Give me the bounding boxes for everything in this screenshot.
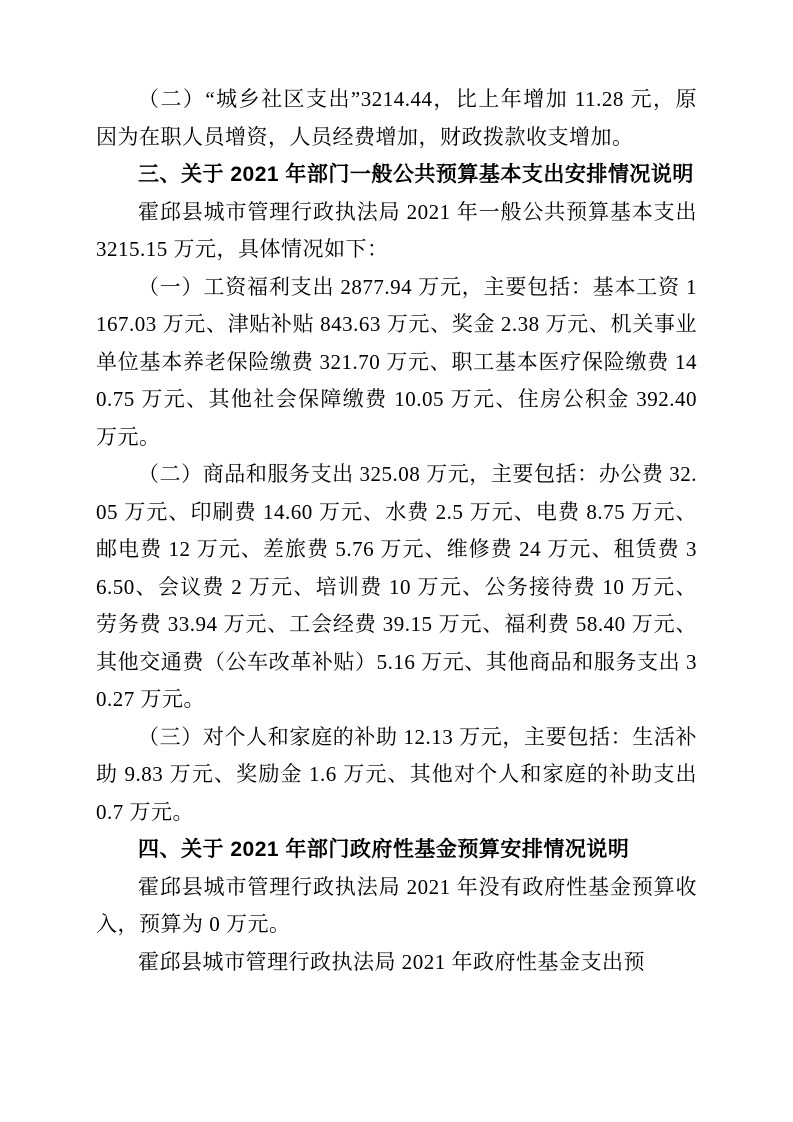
paragraph-government-fund-expenditure-cutoff: 霍邱县城市管理行政执法局 2021 年政府性基金支出预 [138,949,645,974]
heading-section-four-government-fund-budget: 四、关于 2021 年部门政府性基金预算安排情况说明 [138,838,630,861]
paragraph-government-fund-revenue: 霍邱县城市管理行政执法局 2021 年没有政府性基金预算收入，预算为 0 万元。 [96,874,697,936]
paragraph-goods-services-expenditure: （二）商品和服务支出 325.08 万元，主要包括：办公费 32.05 万元、印刷费 14.60 万元、水费 2.5 万元、电费 8.75 万元、邮电费 12 万元、差旅费 5.76 万元、维修费 24 万元、租赁费 36.50、会议费 2 万元、培训费 10 万元、公务接待费 10 万元、劳务费 33.94 万元、工会经费 39.15 万元、福利费 58.40 万元、其他交通费（公车改革补贴）5.16 万元、其他商品和服务支出 30.27 万元。 [96,462,697,711]
heading-section-three-basic-expenditure: 三、关于 2021 年部门一般公共预算基本支出安排情况说明 [138,163,694,186]
paragraph-urban-community-expenditure: （二）“城乡社区支出”3214.44，比上年增加 11.28 元，原因为在职人员增资，人员经费增加，财政拨款收支增加。 [96,87,697,149]
paragraph-individual-family-subsidy: （三）对个人和家庭的补助 12.13 万元，主要包括：生活补助 9.83 万元、奖励金 1.6 万元、其他对个人和家庭的补助支出 0.7 万元。 [96,724,697,824]
paragraph-basic-expenditure-total: 霍邱县城市管理行政执法局 2021 年一般公共预算基本支出 3215.15 万元，具体情况如下： [96,199,697,261]
paragraph-salary-welfare-expenditure: （一）工资福利支出 2877.94 万元，主要包括：基本工资 1167.03 万元、津贴补贴 843.63 万元、奖金 2.38 万元、机关事业单位基本养老保险缴费 321.70 万元、职工基本医疗保险缴费 140.75 万元、其他社会保障缴费 10.05 万元、住房公积金 392.40 万元。 [96,274,697,449]
